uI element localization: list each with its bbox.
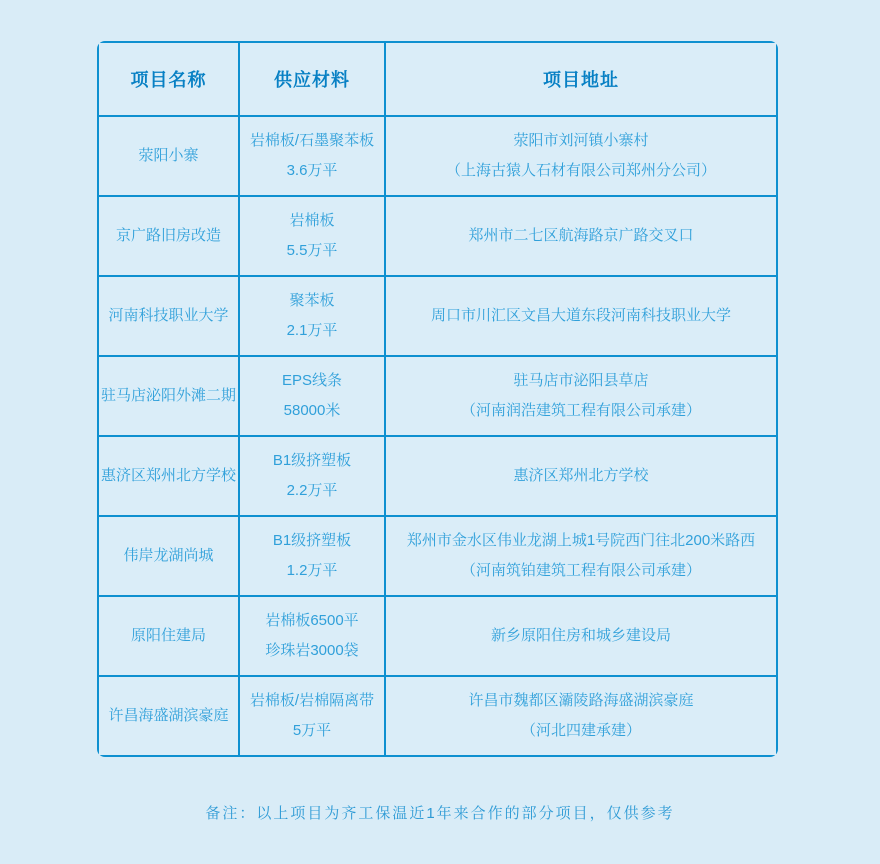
project-name-cell: 许昌海盛湖滨豪庭: [98, 676, 239, 756]
address-line: 郑州市金水区伟业龙湖上城1号院西门往北200米路西: [406, 532, 756, 549]
material-cell: [239, 676, 385, 756]
material-cell: [239, 276, 385, 356]
project-name-cell: 惠济区郑州北方学校: [98, 436, 239, 516]
table-row: [98, 276, 777, 356]
material-line: 岩棉板6500平: [265, 612, 359, 629]
material-line: 3.6万平: [286, 162, 338, 179]
material-cell: [239, 196, 385, 276]
address-cell: [385, 356, 777, 436]
address-line: 新乡原阳住房和城乡建设局: [490, 627, 671, 644]
material-line: B1级挤塑板: [272, 452, 352, 469]
table-row: [98, 356, 777, 436]
table-header-row: [98, 42, 777, 116]
table-row: [98, 436, 777, 516]
material-cell: [239, 356, 385, 436]
material-line: 2.2万平: [286, 482, 338, 499]
material-line: 58000米: [283, 402, 341, 419]
address-line: 荥阳市刘河镇小寨村: [513, 132, 649, 149]
project-name-cell: 荥阳小寨: [98, 116, 239, 196]
material-cell: [239, 596, 385, 676]
material-line: 5万平: [292, 722, 332, 739]
address-line: 郑州市二七区航海路京广路交叉口: [468, 227, 694, 244]
material-line: 珍珠岩3000袋: [265, 642, 359, 659]
table-row: [98, 116, 777, 196]
material-line: 聚苯板: [289, 292, 335, 309]
material-line: 1.2万平: [286, 562, 338, 579]
address-cell: [385, 196, 777, 276]
table-row: [98, 676, 777, 756]
project-name-cell: 伟岸龙湖尚城: [98, 516, 239, 596]
projects-table: [97, 41, 778, 757]
material-line: EPS线条: [281, 372, 342, 389]
material-cell: [239, 436, 385, 516]
table-row: [98, 196, 777, 276]
table-row: [98, 596, 777, 676]
address-line: （上海古猿人石材有限公司郑州分公司）: [445, 162, 716, 179]
project-name-cell: 驻马店泌阳外滩二期: [98, 356, 239, 436]
address-cell: [385, 516, 777, 596]
material-line: 2.1万平: [286, 322, 338, 339]
header-project-name: 项目名称: [98, 42, 239, 116]
table-row: [98, 516, 777, 596]
address-line: 驻马店市泌阳县草店: [513, 372, 649, 389]
material-line: 岩棉板/石墨聚苯板: [249, 132, 375, 149]
header-address: 项目地址: [385, 42, 777, 116]
address-cell: [385, 116, 777, 196]
address-cell: [385, 676, 777, 756]
material-line: 5.5万平: [286, 242, 338, 259]
address-line: 许昌市魏都区灞陵路海盛湖滨豪庭: [468, 692, 694, 709]
footer-note: 备注：以上项目为齐工保温近1年来合作的部分项目，仅供参考: [205, 805, 675, 822]
material-line: B1级挤塑板: [272, 532, 352, 549]
project-name-cell: 河南科技职业大学: [98, 276, 239, 356]
project-name-cell: 京广路旧房改造: [98, 196, 239, 276]
address-line: （河北四建承建）: [520, 722, 641, 739]
material-cell: [239, 516, 385, 596]
address-cell: [385, 276, 777, 356]
address-line: 惠济区郑州北方学校: [513, 467, 649, 484]
address-cell: [385, 596, 777, 676]
material-line: 岩棉板: [289, 212, 335, 229]
address-cell: [385, 436, 777, 516]
address-line: 周口市川汇区文昌大道东段河南科技职业大学: [430, 307, 731, 324]
header-material: 供应材料: [239, 42, 385, 116]
address-line: （河南筑铂建筑工程有限公司承建）: [460, 562, 701, 579]
material-cell: [239, 116, 385, 196]
project-name-cell: 原阳住建局: [98, 596, 239, 676]
material-line: 岩棉板/岩棉隔离带: [249, 692, 375, 709]
address-line: （河南润浩建筑工程有限公司承建）: [460, 402, 701, 419]
